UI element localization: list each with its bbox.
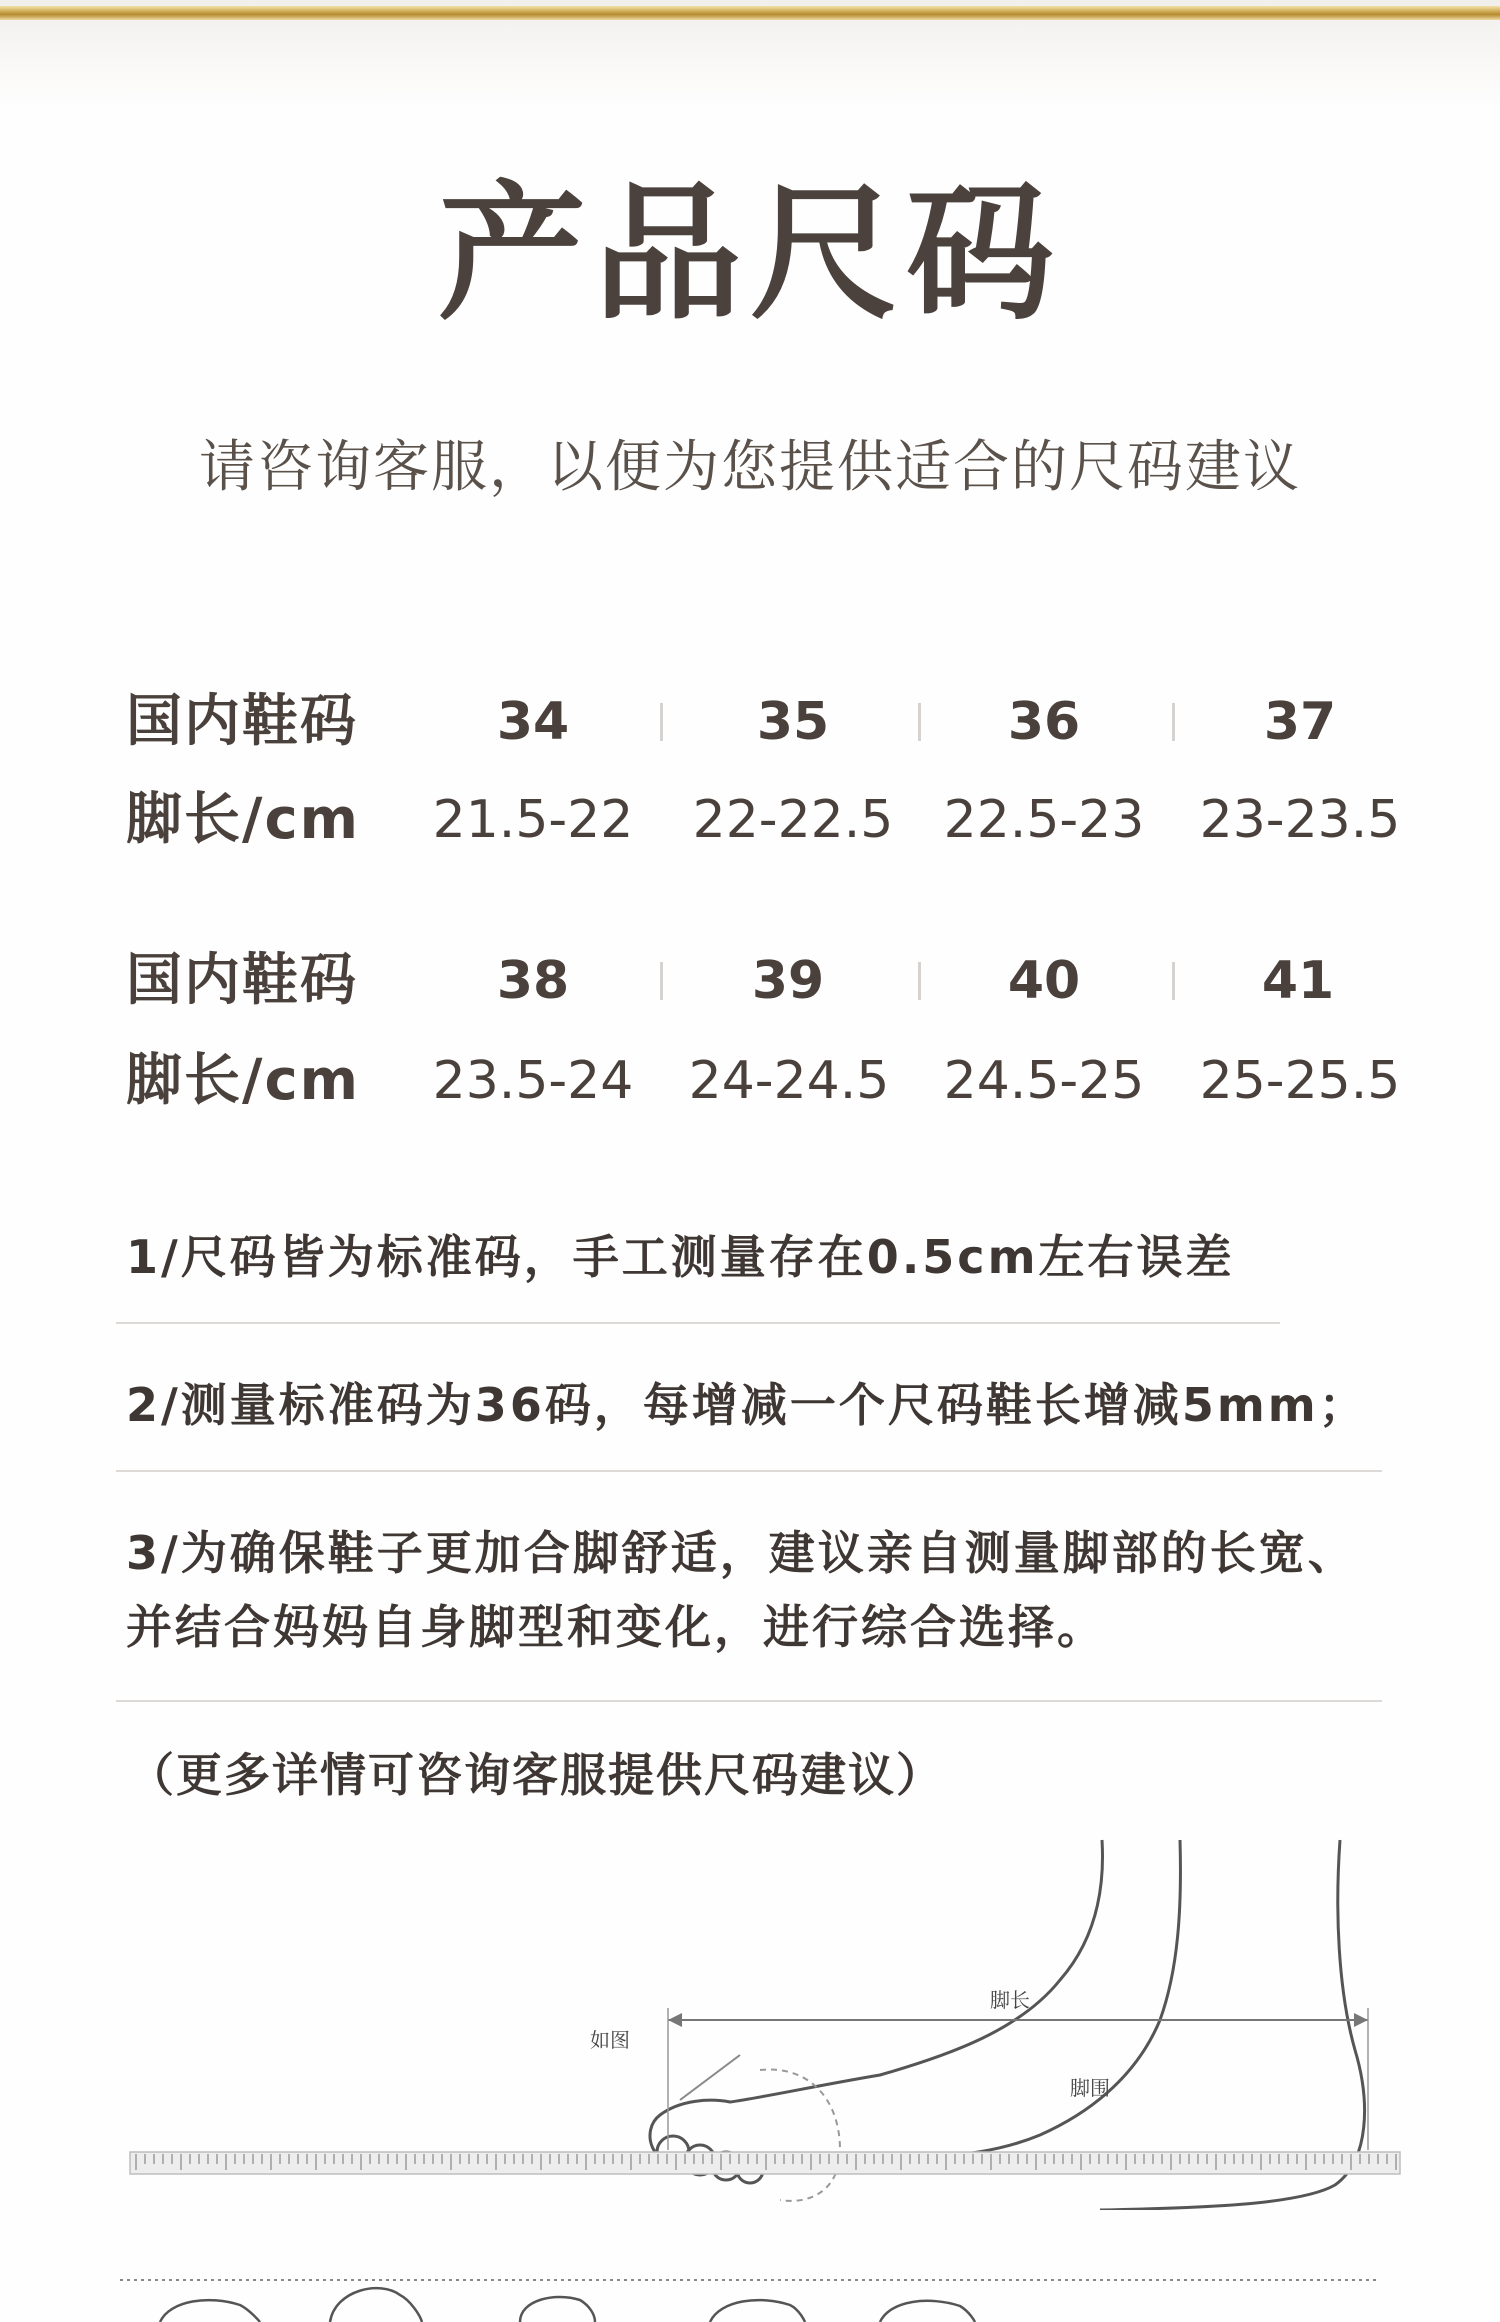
length-cell: 25-25.5 <box>1199 1051 1401 1111</box>
size-cell: 41 <box>1261 951 1335 1011</box>
length-cell: 24.5-25 <box>943 1051 1145 1111</box>
note-2: 2/测量标准码为36码，每增减一个尺码鞋长增减5mm； <box>126 1378 1368 1432</box>
column-separator <box>660 703 663 741</box>
column-separator <box>1172 703 1175 741</box>
foot-sketch <box>160 2300 260 2322</box>
as-shown-label: 如图 <box>590 2028 630 2052</box>
length-cell: 21.5-22 <box>432 790 634 850</box>
foot-girth-label: 脚围 <box>1070 2076 1110 2100</box>
length-arrowhead-right <box>1354 2013 1368 2027</box>
foot-sketch <box>520 2297 595 2322</box>
divider <box>116 1322 1280 1324</box>
length-row-label: 脚长/cm <box>126 787 360 852</box>
note-1: 1/尺码皆为标准码，手工测量存在0.5cm左右误差 <box>126 1230 1235 1284</box>
foot-measurement-diagram <box>120 1830 1410 2210</box>
divider <box>116 1700 1382 1702</box>
gold-border-line <box>0 6 1500 20</box>
size-row <box>0 946 1500 1016</box>
size-row <box>0 687 1500 757</box>
column-separator <box>660 962 663 1000</box>
length-row <box>0 785 1500 855</box>
size-cell: 35 <box>756 692 830 752</box>
column-separator <box>918 962 921 1000</box>
size-cell: 38 <box>496 951 570 1011</box>
length-row <box>0 1046 1500 1116</box>
size-cell: 39 <box>751 951 825 1011</box>
size-row-label: 国内鞋码 <box>126 689 358 754</box>
length-cell: 22.5-23 <box>943 790 1145 850</box>
feet-sketch-row <box>100 2270 1400 2322</box>
size-cell: 37 <box>1263 692 1337 752</box>
foot-length-label: 脚长 <box>990 1988 1030 2012</box>
girth-arrow <box>680 2055 740 2100</box>
length-arrowhead-left <box>668 2013 682 2027</box>
size-cell: 36 <box>1007 692 1081 752</box>
note-3-continued: 并结合妈妈自身脚型和变化，进行综合选择。 <box>126 1600 1106 1654</box>
foot-sketch <box>710 2300 805 2322</box>
column-separator <box>1172 962 1175 1000</box>
foot-outline <box>650 1840 1180 2165</box>
foot-sketch <box>330 2288 422 2322</box>
note-3: 3/为确保鞋子更加合脚舒适，建议亲自测量脚部的长宽、 <box>126 1526 1357 1580</box>
divider <box>116 1470 1382 1472</box>
length-cell: 24-24.5 <box>688 1051 890 1111</box>
foot-sketch <box>880 2301 975 2322</box>
size-row-label: 国内鞋码 <box>126 948 358 1013</box>
length-cell: 23-23.5 <box>1199 790 1401 850</box>
size-cell: 34 <box>496 692 570 752</box>
length-cell: 22-22.5 <box>692 790 894 850</box>
column-separator <box>918 703 921 741</box>
more-info-note: （更多详情可咨询客服提供尺码建议） <box>128 1748 944 1802</box>
page-title: 产品尺码 <box>438 168 1062 340</box>
length-row-label: 脚长/cm <box>126 1048 360 1113</box>
ruler <box>130 2152 1400 2174</box>
page-subtitle: 请咨询客服，以便为您提供适合的尺码建议 <box>199 435 1301 500</box>
size-cell: 40 <box>1007 951 1081 1011</box>
length-cell: 23.5-24 <box>432 1051 634 1111</box>
